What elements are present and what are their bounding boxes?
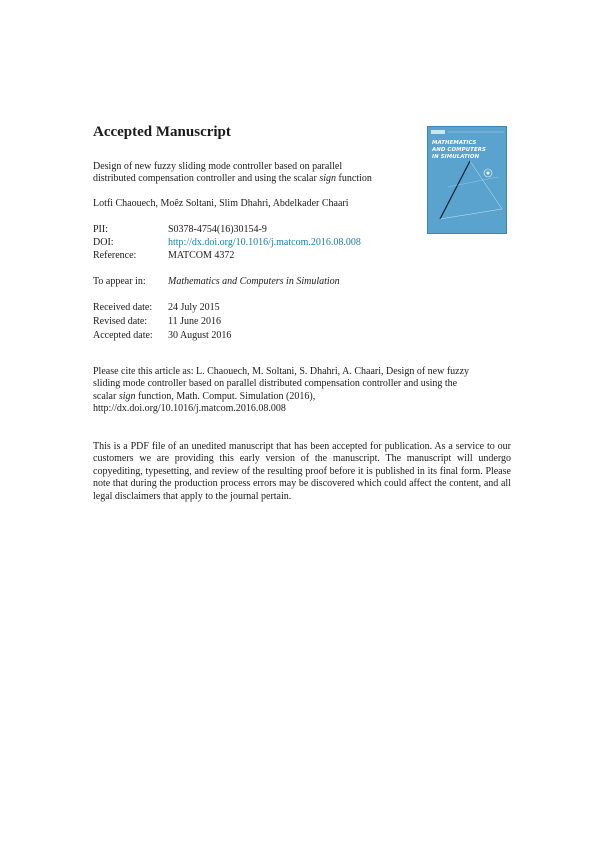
citation-doi: http://dx.doi.org/10.1016/j.matcom.2016.08.008 bbox=[93, 403, 286, 415]
article-title bbox=[93, 161, 372, 186]
citation-line-2: sliding mode controller based on parallel distributed compensation controller and using the bbox=[93, 378, 458, 390]
revised-label: Revised date: bbox=[93, 316, 148, 327]
citation-block bbox=[93, 366, 513, 416]
cover-title-line-2: AND COMPUTERS bbox=[432, 147, 486, 153]
cover-title-line-1: MATHEMATICS bbox=[432, 140, 477, 146]
revised-value: 11 June 2016 bbox=[168, 316, 221, 327]
pii-label: PII: bbox=[93, 224, 108, 235]
appear-label: To appear in: bbox=[93, 276, 146, 287]
citation-line-3: scalar sign function, Math. Comput. Simulation (2016), bbox=[93, 390, 316, 402]
doi-link[interactable]: http://dx.doi.org/10.1016/j.matcom.2016.08.008 bbox=[168, 237, 361, 248]
article-title-line-2: distributed compensation controller and using the scalar sign function bbox=[93, 173, 372, 185]
reference-label: Reference: bbox=[93, 250, 137, 261]
pii-value: S0378-4754(16)30154-9 bbox=[168, 224, 267, 235]
journal-cover-image bbox=[427, 126, 507, 234]
sign-italic: sign bbox=[319, 173, 336, 185]
sign-italic: sign bbox=[118, 390, 136, 402]
manuscript-notice: This is a PDF file of an unedited manuscript that has been accepted for publication. As a service to our customers we are providing this early version of the manuscript. The manuscript will undergo copyediting, typesetting, and review of the resulting proof before it is published in its final form. Please note that during the production process errors may be discovered which could affect the content, and all legal disclaimers that apply to the journal pertain. bbox=[93, 441, 511, 502]
article-title-line-1: Design of new fuzzy sliding mode controller based on parallel bbox=[93, 161, 343, 172]
received-label: Received date: bbox=[93, 302, 153, 313]
journal-name: Mathematics and Computers in Simulation bbox=[168, 276, 340, 287]
page-title: Accepted Manuscript bbox=[93, 124, 231, 140]
cover-title-line-3: IN SIMULATION bbox=[432, 154, 480, 160]
citation-line-1: Please cite this article as: L. Chaouech, M. Soltani, S. Dhahri, A. Chaari, Design of new fuzzy bbox=[93, 366, 470, 377]
publisher-logo bbox=[431, 130, 445, 134]
received-value: 24 July 2015 bbox=[168, 302, 220, 313]
authors: Lotfi Chaouech, Moêz Soltani, Slim Dhahri, Abdelkader Chaari bbox=[93, 198, 349, 209]
doi-label: DOI: bbox=[93, 237, 114, 248]
reference-value: MATCOM 4372 bbox=[168, 250, 235, 261]
accepted-label: Accepted date: bbox=[93, 330, 153, 341]
accepted-value: 30 August 2016 bbox=[168, 330, 232, 341]
